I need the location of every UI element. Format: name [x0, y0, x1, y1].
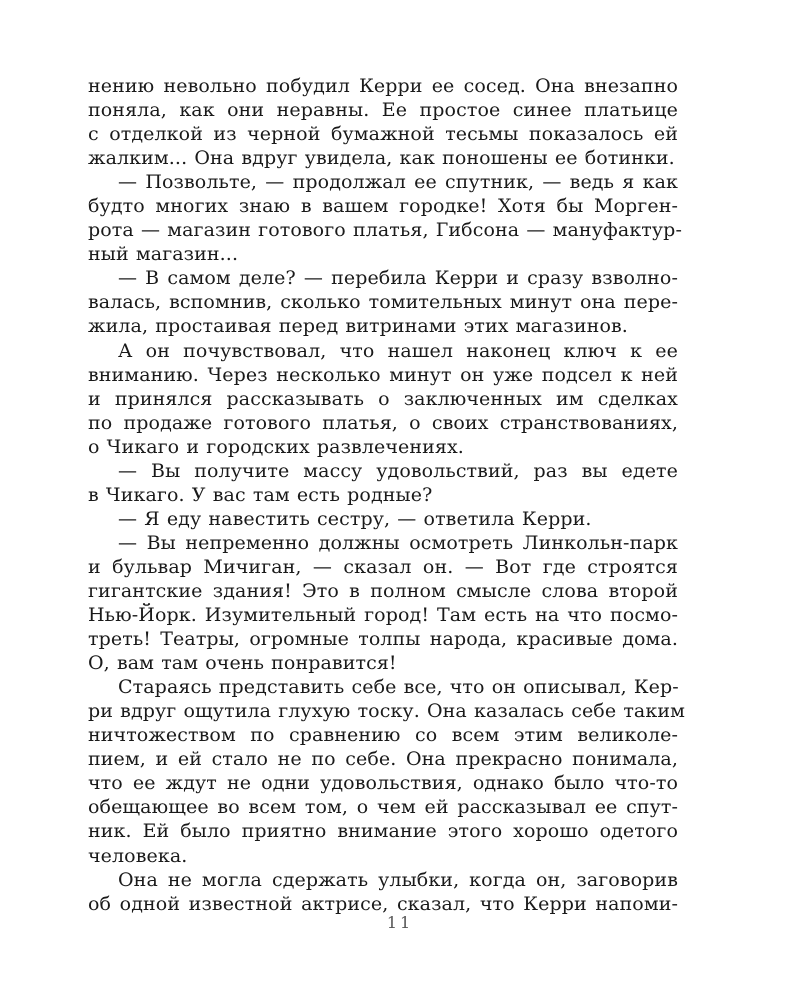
text-line: что ее ждут не одни удовольствия, однако было что-то — [88, 772, 678, 795]
text-line: с отделкой из черной бумажной тесьмы показалось ей — [88, 123, 678, 146]
paragraph — [88, 74, 678, 170]
text-line: Она не могла сдержать улыбки, когда он, заговорив — [118, 868, 678, 891]
text-line: по продаже готового платья, о своих странствованиях, — [88, 411, 678, 434]
text-line: ри вдруг ощутила глухую тоску. Она казалась себе таким — [88, 700, 685, 723]
text-line: поняла, как они неравны. Ее простое синее платьице — [88, 99, 678, 122]
text-line: — Позвольте, — продолжал ее спутник, — ведь я как — [118, 171, 678, 194]
page-number: 11 — [386, 913, 414, 932]
paragraph — [88, 170, 682, 266]
text-line: обещающее во всем том, о чем ей рассказывал ее спут- — [88, 796, 678, 819]
text-line: — Я еду навестить сестру, — ответила Керри. — [118, 507, 592, 530]
text-line: — Вы получите массу удовольствий, раз вы едете — [118, 459, 678, 482]
text-line: вниманию. Через несколько минут он уже подсел к ней — [88, 363, 678, 386]
text-line: валась, вспомнив, сколько томительных минут она пере- — [88, 291, 678, 314]
text-line: и бульвар Мичиган, — сказал он. — Вот где строятся — [88, 555, 678, 578]
text-line: — Вы непременно должны осмотреть Линкольн-парк — [118, 531, 678, 554]
text-line: человека. — [88, 844, 188, 867]
text-line: треть! Театры, огромные толпы народа, красивые дома. — [88, 628, 678, 651]
paragraph — [88, 266, 678, 338]
text-line: жалким... Она вдруг увидела, как поношены ее ботинки. — [88, 147, 675, 170]
paragraph — [88, 339, 678, 459]
text-line: Стараясь представить себе все, что он описывал, Кер- — [118, 676, 679, 699]
paragraph — [88, 675, 685, 867]
paragraph — [88, 868, 678, 916]
text-line: гигантские здания! Это в полном смысле слова второй — [88, 579, 678, 602]
text-line: в Чикаго. У вас там есть родные? — [88, 483, 433, 506]
body-text — [88, 74, 685, 916]
text-line: и принялся рассказывать о заключенных им сделках — [88, 387, 678, 410]
paragraph — [88, 531, 678, 675]
text-line: об одной известной актрисе, сказал, что Керри напоми- — [88, 892, 678, 915]
text-line: рота — магазин готового платья, Гибсона — мануфактур- — [88, 219, 682, 242]
text-line: Нью-Йорк. Изумительный город! Там есть на что посмо- — [88, 604, 678, 627]
text-line: жила, простаивая перед витринами этих магазинов. — [88, 315, 628, 338]
text-line: нению невольно побудил Керри ее сосед. Она внезапно — [88, 75, 678, 97]
text-line: ник. Ей было приятно внимание этого хорошо одетого — [88, 820, 678, 843]
text-line: ничтожеством по сравнению со всем этим великоле- — [88, 724, 678, 747]
paragraph — [88, 459, 678, 507]
text-line: пием, и ей стало не по себе. Она прекрасно понимала, — [88, 748, 678, 771]
text-line: о Чикаго и городских развлечениях. — [88, 435, 464, 458]
text-line: будто многих знаю в вашем городке! Хотя бы Морген- — [88, 195, 678, 218]
text-line: О, вам там очень понравится! — [88, 652, 397, 675]
text-line: — В самом деле? — перебила Керри и сразу взволно- — [118, 267, 678, 290]
text-line: ный магазин... — [88, 243, 239, 266]
paragraph — [88, 507, 678, 531]
text-line: А он почувствовал, что нашел наконец ключ к ее — [118, 339, 678, 362]
